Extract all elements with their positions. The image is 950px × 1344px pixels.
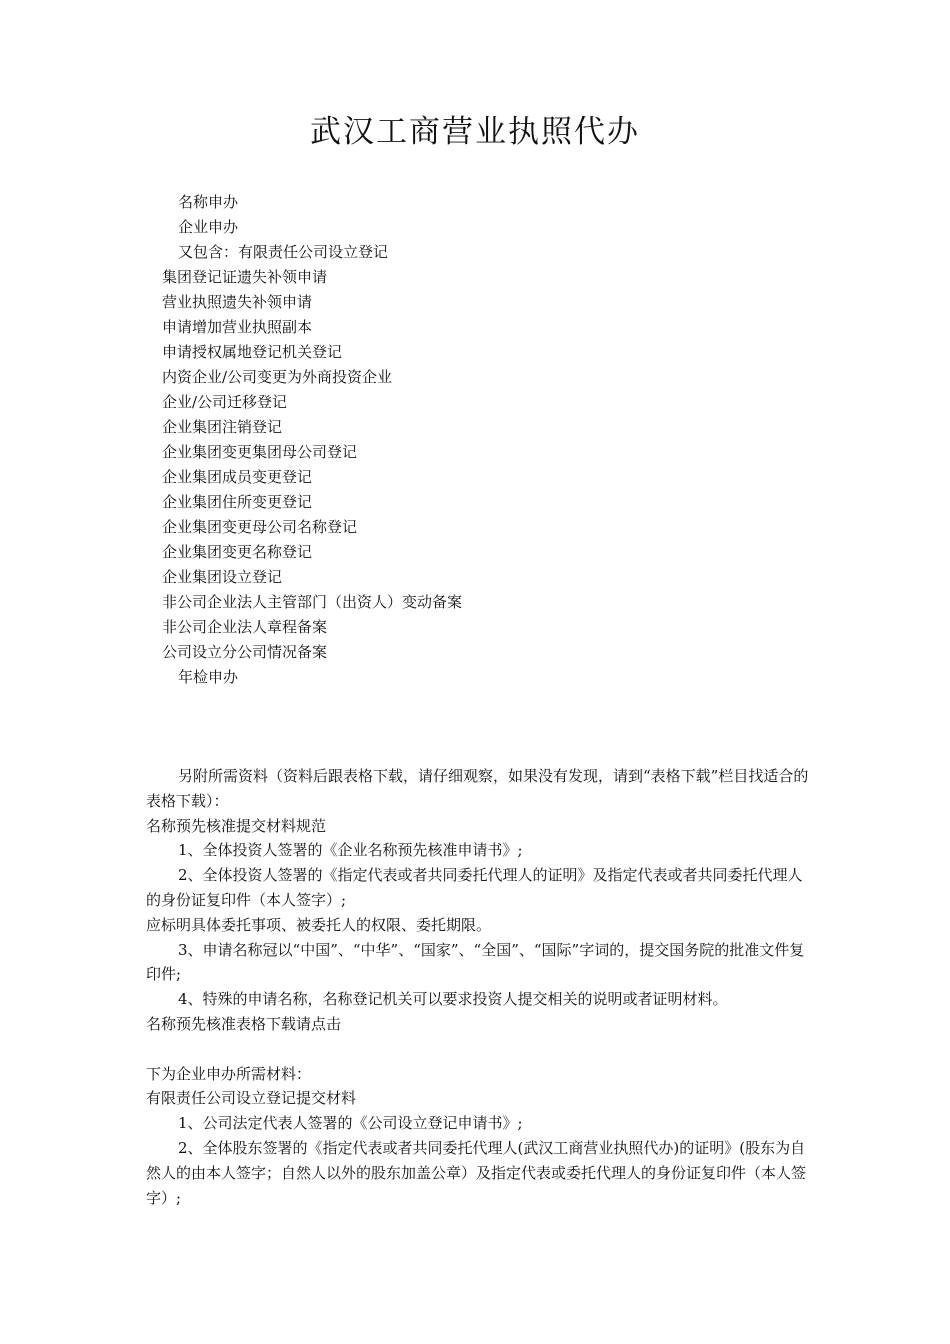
- materials-section: [146, 764, 810, 1210]
- list-item: 企业集团注销登记: [162, 418, 283, 436]
- llc-item-2: 2、全体股东签署的《指定代表或者共同委托代理人(武汉工商营业执照代办)的证明》(股东为自然人的由本人签字；自然人以外的股东加盖公章）及指定代表或委托代理人的身份证复印件（本人签字）;: [146, 1138, 807, 1207]
- list-item: 企业集团住所变更登记: [162, 493, 313, 511]
- list-item: 企业/公司迁移登记: [162, 393, 288, 411]
- company-materials-heading: 下为企业申办所需材料：: [146, 1064, 312, 1083]
- list-item: 非公司企业法人章程备案: [162, 618, 328, 636]
- llc-item-1: 1、公司法定代表人签署的《公司设立登记申请书》;: [178, 1114, 523, 1133]
- list-item: 集团登记证遗失补领申请: [162, 268, 328, 286]
- list-item: 企业申办: [178, 218, 239, 236]
- materials-intro: 另附所需资料（资料后跟表格下载，请仔细观察，如果没有发现，请到“表格下载”栏目找适合的表格下载）：: [146, 767, 809, 810]
- name-item-2-note: 应标明具体委托事项、被委托人的权限、委托期限。: [146, 915, 492, 934]
- spacer: [146, 1037, 810, 1062]
- list-item: 名称申办: [178, 193, 239, 211]
- name-item-1: 1、全体投资人签署的《企业名称预先核准申请书》;: [178, 841, 523, 860]
- name-item-2: 2、全体投资人签署的《指定代表或者共同委托代理人的证明》及指定代表或者共同委托代理人的身份证复印件（本人签字）;: [146, 866, 803, 909]
- list-item: 申请授权属地登记机关登记: [162, 343, 343, 361]
- list-item: 非公司企业法人主管部门（出资人）变动备案: [162, 593, 463, 611]
- list-item: 内资企业/公司变更为外商投资企业: [162, 368, 393, 386]
- list-item: 又包含：有限责任公司设立登记: [178, 243, 389, 261]
- service-list: [162, 190, 822, 690]
- name-item-3: 3、申请名称冠以“中国”、“中华”、“国家”、“全国”、“国际”字词的，提交国务院的批准文件复印件;: [146, 940, 805, 984]
- list-item: 企业集团成员变更登记: [162, 468, 313, 486]
- name-download-link[interactable]: 名称预先核准表格下载请点击: [146, 1014, 342, 1033]
- name-approval-heading: 名称预先核准提交材料规范: [146, 816, 327, 835]
- llc-heading: 有限责任公司设立登记提交材料: [146, 1089, 357, 1108]
- list-item: 申请增加营业执照副本: [162, 318, 313, 336]
- list-item: 公司设立分公司情况备案: [162, 643, 328, 661]
- list-item: 营业执照遗失补领申请: [162, 293, 313, 311]
- document-title: 武汉工商营业执照代办: [310, 114, 640, 150]
- name-item-4: 4、特殊的申请名称，名称登记机关可以要求投资人提交相关的说明或者证明材料。: [178, 990, 728, 1009]
- list-item: 企业集团变更名称登记: [162, 543, 313, 561]
- list-item: 企业集团变更集团母公司登记: [162, 443, 358, 461]
- list-item: 年检申办: [178, 668, 239, 686]
- list-item: 企业集团变更母公司名称登记: [162, 518, 358, 536]
- list-item: 企业集团设立登记: [162, 568, 283, 586]
